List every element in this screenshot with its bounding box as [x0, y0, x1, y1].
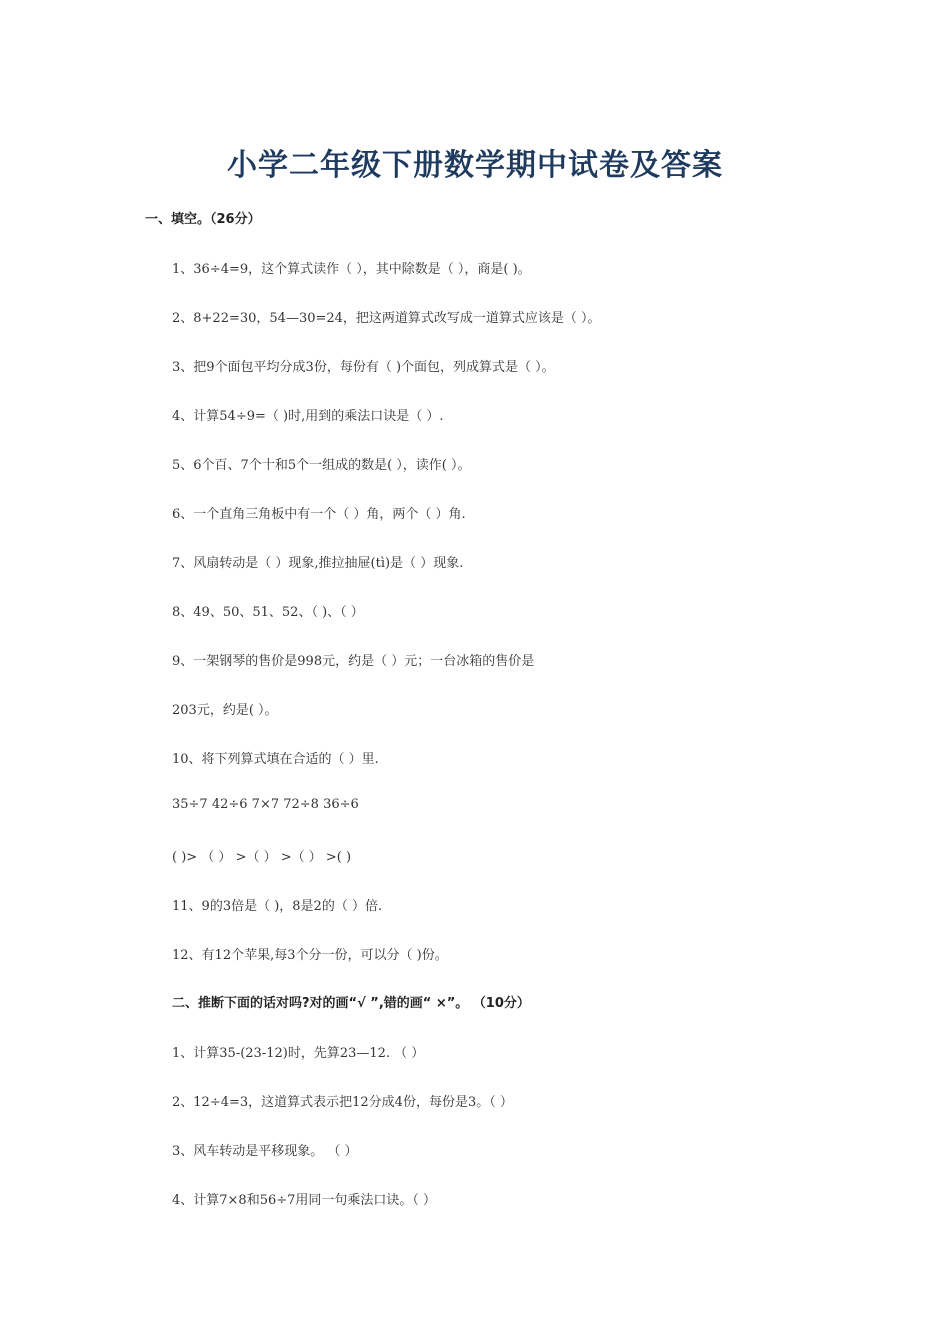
question-line: 203元，约是( ）。: [172, 703, 278, 718]
question-line: 11、9的3倍是（ )，8是2的（ ）倍.: [172, 899, 383, 914]
question-line: 12、有12个苹果,每3个分一份，可以分（ )份。: [172, 948, 448, 963]
question-line: 9、一架钢琴的售价是998元，约是（ ）元；一台冰箱的售价是: [172, 654, 535, 669]
question-line: 2、12÷4=3，这道算式表示把12分成4份，每份是3。（ ）: [172, 1095, 513, 1110]
question-line: 10、将下列算式填在合适的（ ）里.: [172, 752, 379, 767]
question-line: 2、8+22=30，54—30=24，把这两道算式改写成一道算式应该是（ ）。: [172, 311, 601, 326]
question-line: 1、计算35-(23-12)时，先算23—12. （ ）: [172, 1046, 425, 1061]
question-line: 6、一个直角三角板中有一个（ ）角，两个（ ）角.: [172, 507, 466, 522]
section-2-heading: 二、推断下面的话对吗?对的画“√ ”,错的画“ ×”。 （10分）: [172, 996, 530, 1011]
question-line: 1、36÷4=9，这个算式读作（ ），其中除数是（ ），商是( )。: [172, 262, 531, 277]
question-line: 4、计算54÷9=（ )时,用到的乘法口诀是（ ）.: [172, 409, 444, 424]
question-line: 3、把9个面包平均分成3份，每份有（ )个面包，列成算式是（ ）。: [172, 360, 555, 375]
document-title: 小学二年级下册数学期中试卷及答案: [227, 148, 723, 183]
question-line: 7、风扇转动是（ ）现象,推拉抽屉(tì)是（ ）现象.: [172, 556, 464, 571]
question-line: 5、6个百、7个十和5个一组成的数是( ），读作( ）。: [172, 458, 471, 473]
question-line: 8、49、50、51、52、（ )、（ ）: [172, 605, 364, 620]
question-line: 4、计算7×8和56÷7用同一句乘法口诀。（ ）: [172, 1193, 437, 1208]
question-line: 3、风车转动是平移现象。 （ ）: [172, 1144, 358, 1159]
section-1-heading: 一、填空。（26分）: [145, 212, 261, 227]
question-line: ( )> （ ） >（ ） >（ ） >( ): [172, 850, 352, 865]
question-line: 35÷7 42÷6 7×7 72÷8 36÷6: [172, 797, 359, 812]
